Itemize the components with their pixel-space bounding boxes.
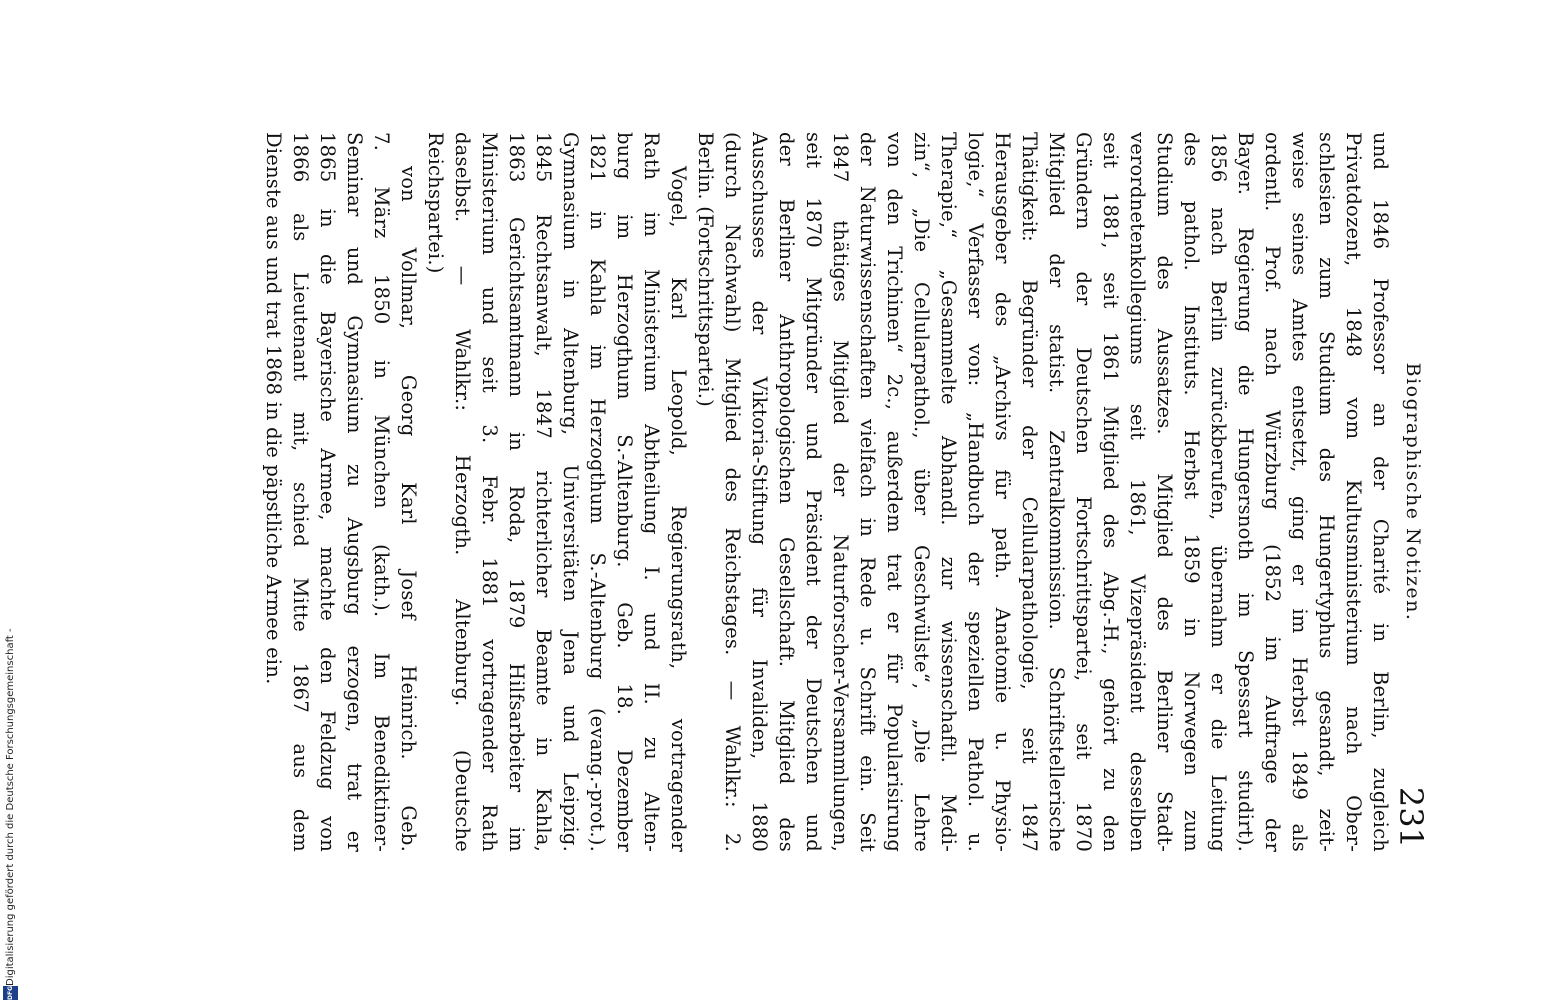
text-line: Reichspartei.) [424, 132, 447, 274]
text-line: Ministerium und seit 3. Febr. 1881 vortragender Rath [478, 132, 501, 852]
text-line: Seminar und Gymnasium zu Augsburg erzogen, trat er [343, 132, 366, 852]
text-line: der Berliner Anthropologischen Gesellschaft. Mitglied des [775, 132, 798, 852]
page-number: 231 [1392, 786, 1430, 848]
text-line: (durch Nachwahl) Mitglied des Reichstages. — Wahlkr.: 2. [721, 132, 744, 852]
text-line: weise seines Amtes entsetzt, ging er im Herbst 1849 als [1288, 132, 1311, 852]
text-line: Bayer. Regierung die Hungersnoth im Spessart studirt). [1234, 132, 1257, 852]
text-line: daselbst. — Wahlkr.: Herzogth. Altenburg. (Deutsche [451, 132, 474, 852]
text-line: 7. März 1850 in München (kath.). Im Benediktiner- [370, 132, 393, 852]
text-line: Herausgeber des „Archivs für path. Anatomie u. Physio- [991, 132, 1014, 852]
text-line: zin“, „Die Cellularpathol., über Geschwülste“, „Die Lehre [910, 132, 933, 852]
text-line: Mitglied der statist. Zentralkommission. Schriftstellerische [1045, 132, 1068, 852]
text-line: Gymnasium in Altenburg, Universitäten Jena und Leipzig. [559, 132, 582, 852]
text-line: 1847 thätiges Mitglied der Naturforscher-Versammlungen, [829, 132, 852, 852]
dfg-logo: DFG [3, 986, 18, 1000]
text-line: Therapie,“ „Gesammelte Abhandl. zur wissenschaftl. Medi- [937, 132, 960, 852]
text-line: seit 1870 Mitgründer und Präsident der Deutschen und [802, 132, 825, 852]
text-line: Gründern der Deutschen Fortschrittspartei, seit 1870 [1072, 132, 1095, 852]
text-line: Berlin. (Fortschrittspartei.) [694, 132, 717, 407]
text-line: verordnetenkollegiums seit 1861, Vizepräsident desselben [1126, 132, 1149, 852]
running-head: Biographische Notizen. [1402, 362, 1424, 622]
digitization-credit [0, 0, 22, 1000]
text-line: Privatdozent, 1848 vom Kultusministerium nach Ober- [1342, 132, 1365, 852]
text-line: von den Trichinen“ 2c., außerdem trat er für Popularisirung [883, 132, 906, 852]
text-line: 1821 in Kahla im Herzogthum S.-Altenburg (evang.-prot.). [586, 132, 609, 852]
text-line: Rath im Ministerium Abtheilung I. und II. zu Alten- [640, 132, 663, 852]
text-line: ordentl. Prof. nach Würzburg (1852 im Auftrage der [1261, 132, 1284, 852]
text-line: schlesien zum Studium des Hungertyphus gesandt, zeit- [1315, 132, 1338, 852]
text-line: 1856 nach Berlin zurückberufen, übernahm er die Leitung [1207, 132, 1230, 852]
text-line: 1845 Rechtsanwalt, 1847 richterlicher Beamte in Kahla, [532, 132, 555, 852]
text-line: Thätigkeit: Begründer der Cellularpathologie, seit 1847 [1018, 132, 1041, 852]
rotated-text-page [165, 132, 1430, 852]
text-line: und 1846 Professor an der Charité in Berlin, zugleich [1369, 132, 1392, 852]
text-line: burg im Herzogthum S.-Altenburg. Geb. 18. Dezember [613, 132, 636, 852]
text-line: 1865 in die Bayerische Armee, machte den Feldzug von [316, 132, 339, 852]
text-line: logie,“ Verfasser von: „Handbuch der speziellen Pathol. u. [964, 132, 987, 852]
entry-heading-line: Vogel, Karl Leopold, Regierungsrath, vortragender [667, 166, 690, 852]
text-line: Ausschusses der Viktoria-Stiftung für Invaliden, 1880 [748, 132, 771, 852]
text-line: seit 1881, seit 1861 Mitglied des Abg.-H., gehört zu den [1099, 132, 1122, 852]
text-line: 1863 Gerichtsamtmann in Roda, 1879 Hilfsarbeiter im [505, 132, 528, 852]
page-header [1390, 132, 1430, 852]
entry-heading-line: von Vollmar, Georg Karl Josef Heinrich. Geb. [397, 166, 420, 852]
text-line: des pathol. Instituts. Herbst 1859 in Norwegen zum [1180, 132, 1203, 852]
text-line: Dienste aus und trat 1868 in die päpstliche Armee ein. [262, 132, 285, 685]
body-text [260, 132, 1394, 852]
text-line: 1866 als Lieutenant mit, schied Mitte 1867 aus dem [289, 132, 312, 852]
digitization-credit-text: Digitalisierung gefördert durch die Deutsche Forschungsgemeinschaft - [5, 628, 16, 986]
text-line: Studium des Aussatzes. Mitglied des Berliner Stadt- [1153, 132, 1176, 852]
text-line: der Naturwissenschaften vielfach in Rede u. Schrift ein. Seit [856, 132, 879, 852]
